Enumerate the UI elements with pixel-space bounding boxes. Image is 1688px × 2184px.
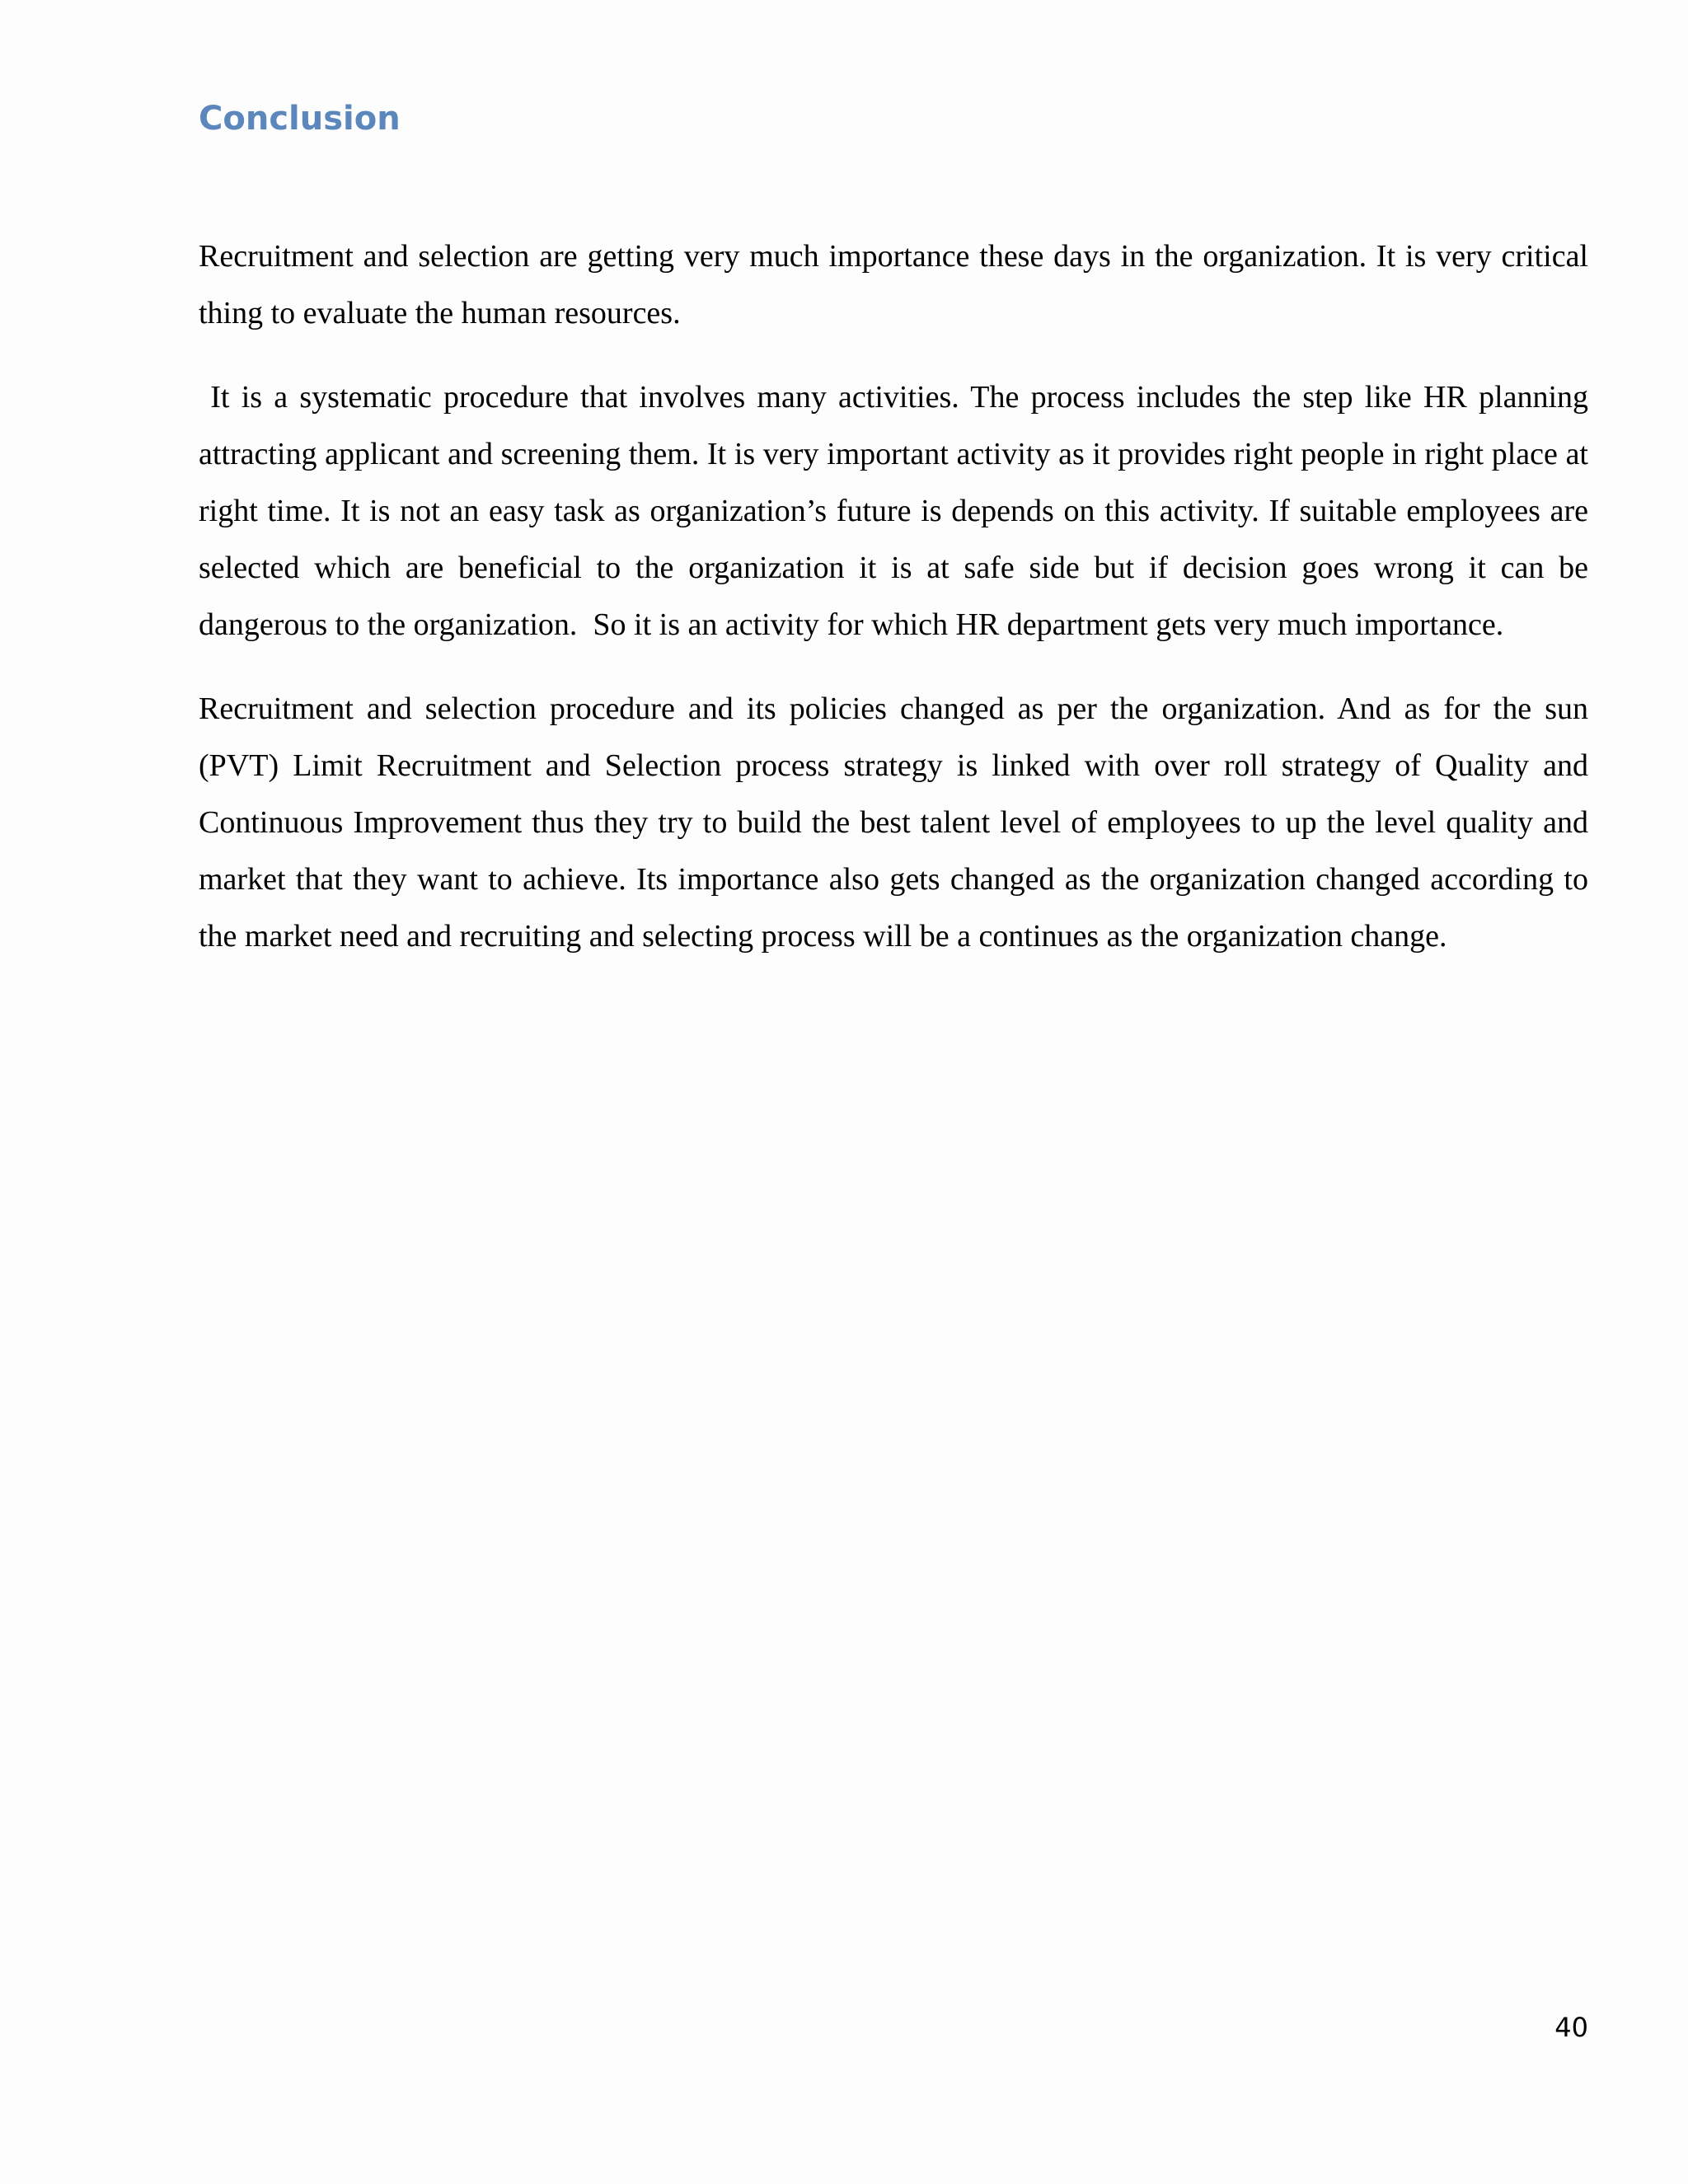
paragraph-2: It is a systematic procedure that involves many activities. The process includes the step like HR planning attracting applicant and screening them. It is very important activity as it provides right people in right place at right time. It is not an easy task as organization’s future is depends on this activity. If suitable employees are selected which are beneficial to the organization it is at safe side but if decision goes wrong it can be dangerous to the organization. So it is an activity for which HR department gets very much importance. <box>199 380 1597 642</box>
paragraph-3: Recruitment and selection procedure and its policies changed as per the organization. And as for the sun (PVT) Limit Recruitment and Selection process strategy is linked with over roll strategy of Quality and Continuous Improvement thus they try to build the best talent level of employees to up the level quality and market that they want to achieve. Its importance also gets changed as the organization changed according to the market need and recruiting and selecting process will be a continues as the organization change. <box>199 691 1597 954</box>
body-text <box>199 228 1597 992</box>
section-heading: Conclusion <box>199 100 401 138</box>
page-number: 40 <box>1554 2012 1588 2043</box>
paragraph-1: Recruitment and selection are getting very much importance these days in the organization. It is very critical thing to evaluate the human resources. <box>199 239 1597 330</box>
